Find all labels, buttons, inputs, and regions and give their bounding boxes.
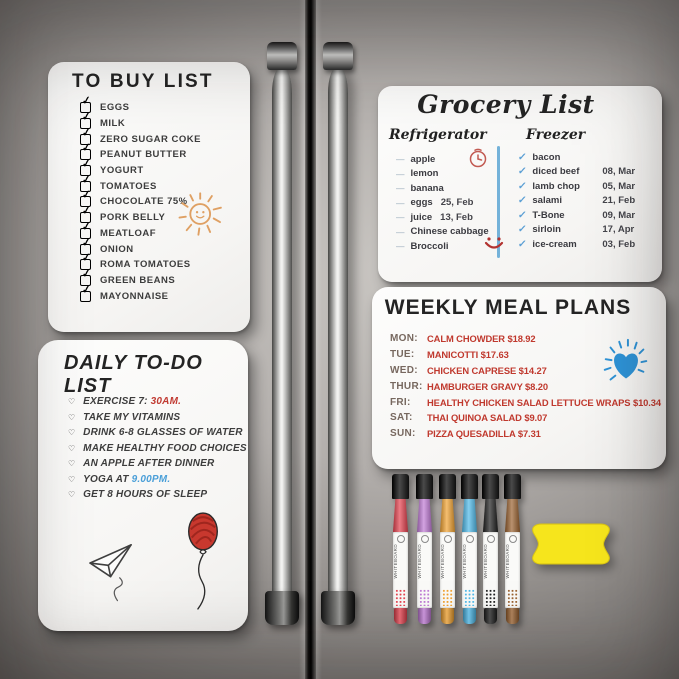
check-icon: ✓ [517,180,528,192]
check-icon: ✓ [517,195,528,207]
item-date: 03, Feb [602,238,636,250]
marker-label: WHITEBOARD [483,544,488,579]
todo-text: AN APPLE AFTER DINNER [83,458,215,470]
refrigerator-item-row [396,152,496,167]
item-name: Broccoli [410,240,449,252]
marker-label: WHITEBOARD [417,544,422,579]
whiteboard-marker[interactable] [416,474,433,630]
todo-text: TAKE MY VITAMINS [83,411,181,423]
freezer-column-header: Freezer [526,127,586,143]
item-label: ROMA TOMATOES [100,259,191,271]
dash-icon: — [396,226,405,237]
weekly-meal-plans-board [372,287,666,469]
check-mark-icon: ✓ [81,188,92,203]
todo-text: EXERCISE 7: [83,396,148,408]
marker-neck [393,499,408,532]
check-mark-icon: ✓ [81,126,92,140]
marker-set [392,474,524,632]
todo-item-row [68,441,247,457]
item-label: MAYONNAISE [100,290,169,302]
marker-neck [417,499,432,532]
meal-plan-row [390,426,660,442]
todo-text: YOGA AT [83,473,129,485]
freezer-items [518,150,654,252]
freezer-item-row [518,194,654,209]
day-label: TUE: [390,349,415,361]
marker-tip [484,608,497,624]
meal-text: THAI QUINOA SALAD $9.07 [427,412,548,424]
check-mark-icon: ✓ [81,94,92,108]
check-icon: ✓ [517,209,528,221]
to-buy-item-row [80,267,242,289]
refrigerator-item-row [396,225,496,240]
item-label: YOGURT [100,165,144,177]
heart-bullet-icon: ♡ [68,397,76,407]
marker-body [417,532,432,608]
check-mark-icon: ✓ [81,267,92,281]
refrigerator-column-header: Refrigerator [389,127,487,143]
check-mark-icon: ✓ [81,173,92,187]
marker-tip [418,608,431,624]
item-name: salami [532,195,562,207]
fridge-handle-right[interactable] [321,42,355,625]
item-name: diced beef [532,166,580,178]
check-mark-icon: ✓ [81,251,92,265]
meal-text: CALM CHOWDER $18.92 [427,333,536,345]
item-label: PORK BELLY [100,212,166,224]
item-name: apple [410,153,436,165]
marker-dots [419,589,430,606]
heart-bullet-icon: ♡ [68,490,76,500]
todo-text: GET 8 HOURS OF SLEEP [83,489,208,501]
meal-plans-title: WEEKLY MEAL PLANS [384,296,632,319]
whiteboard-marker[interactable] [504,474,521,630]
marker-tip [441,608,454,624]
dash-icon: — [396,241,405,252]
marker-body [393,532,408,608]
day-label: WED: [390,364,418,376]
todo-item-row [68,410,242,426]
item-date: 17, Apr [602,224,635,236]
marker-cap [482,474,499,499]
check-icon: ✓ [517,151,528,163]
whiteboard-marker[interactable] [439,474,456,630]
meal-text: HAMBURGER GRAVY $8.20 [427,380,549,392]
check-mark-icon: ✓ [81,283,92,297]
freezer-item-row [518,208,654,223]
handle-bar[interactable] [272,67,292,608]
to-buy-item-row [80,110,242,132]
freezer-item-row [518,237,654,252]
marker-neck [440,499,455,532]
paper-plane-doodle [84,538,144,604]
todo-item-row [68,487,242,503]
todo-item-row [68,456,242,472]
to-buy-title: TO BUY LIST [72,71,214,92]
balloon-doodle [180,510,226,612]
heart-burst-doodle [596,335,656,393]
to-buy-list-board [48,62,250,332]
grocery-title: Grocery List [417,90,595,119]
grocery-list-board [378,86,662,282]
day-label: SAT: [390,412,413,424]
check-mark-icon: ✓ [81,157,92,171]
meal-text: HEALTHY CHICKEN SALAD LETTUCE WRAPS $10.34 [427,396,662,408]
item-label: TOMATOES [100,180,157,192]
freezer-item-row [518,179,654,194]
check-icon: ✓ [517,224,528,236]
marker-tip [506,608,519,624]
day-label: FRI: [390,396,411,408]
day-label: SUN: [390,428,416,440]
item-name: eggs [410,197,433,209]
whiteboard-marker[interactable] [482,474,499,630]
check-icon: ✓ [517,166,528,178]
item-label: GREEN BEANS [100,274,176,286]
marker-body [505,532,520,608]
handle-mount-bottom [321,591,355,625]
fridge-handle-left[interactable] [265,42,299,625]
item-label: ONION [100,243,134,255]
whiteboard-marker[interactable] [392,474,409,630]
refrigerator-item-row [396,210,496,225]
sun-doodle [175,186,229,242]
handle-mount-top [323,42,353,70]
item-name: banana [410,182,444,194]
item-label: CHOCOLATE 75% [100,196,188,208]
marker-cap [504,474,521,499]
checkbox-icon [80,283,92,302]
marker-body [440,532,455,608]
item-name: juice [410,211,433,223]
marker-logo-icon [421,535,429,543]
item-name: bacon [532,151,561,163]
handle-mount-top [267,42,297,70]
item-name: ice-cream [532,238,577,250]
item-label: EGGS [100,102,130,114]
marker-body [462,532,477,608]
item-date: 21, Feb [602,195,636,207]
todo-items [68,394,247,503]
to-buy-item-row [80,141,242,163]
marker-label: WHITEBOARD [393,544,398,579]
marker-neck [505,499,520,532]
dash-icon: — [396,183,405,194]
marker-dots [442,589,453,606]
marker-cap [439,474,456,499]
dash-icon: — [396,197,405,208]
meal-text: MANICOTTI $17.63 [427,349,509,361]
marker-tip [463,608,476,624]
dash-icon: — [396,154,405,165]
marker-cap [392,474,409,499]
fridge-door-gap [305,0,316,679]
heart-bullet-icon: ♡ [68,459,76,469]
marker-logo-icon [487,535,495,543]
to-buy-item-row [80,126,242,147]
item-label: PEANUT BUTTER [100,149,187,161]
todo-text: MAKE HEALTHY FOOD CHOICES [83,442,247,454]
day-label: MON: [390,333,418,345]
handle-mount-bottom [265,591,299,625]
todo-item-row [68,472,242,488]
meal-plan-row [390,394,660,410]
item-name: T-Bone [532,209,565,221]
freezer-item-row [518,223,654,238]
marker-logo-icon [444,535,452,543]
refrigerator-item-row [396,181,496,196]
marker-label: WHITEBOARD [440,544,445,579]
item-date: 08, Mar [602,166,636,178]
check-mark-icon: ✓ [81,235,92,250]
check-mark-icon: ✓ [81,204,92,218]
item-name: lemon [410,168,439,180]
marker-label: WHITEBOARD [462,544,467,579]
heart-bullet-icon: ♡ [68,412,76,422]
todo-item-row [68,425,242,441]
todo-accent-text: 30AM. [150,396,182,408]
to-buy-item-row [80,283,242,304]
daily-todo-list-board [38,340,248,631]
marker-tip [394,608,407,624]
handle-bar[interactable] [328,67,348,608]
marker-logo-icon [397,535,405,543]
marker-dots [395,589,406,606]
marker-dots [464,589,475,606]
marker-neck [462,499,477,532]
marker-label: WHITEBOARD [505,544,510,579]
refrigerator-items [396,152,496,254]
item-date: 09, Mar [602,209,636,221]
dash-icon: — [396,212,405,223]
whiteboard-marker[interactable] [461,474,478,630]
item-name: lamb chop [532,180,580,192]
marker-dots [485,589,496,606]
todo-item-row [68,394,242,410]
marker-logo-icon [509,535,517,543]
marker-body [483,532,498,608]
check-mark-icon: ✓ [81,141,92,155]
item-date: 05, Mar [602,180,636,192]
check-icon: ✓ [517,238,528,250]
item-date: 13, Feb [440,211,473,223]
heart-bullet-icon: ♡ [68,474,76,484]
item-label: MEATLOAF [100,227,157,239]
todo-title: DAILY TO-DO LIST [64,352,203,397]
todo-text: DRINK 6-8 GLASSES OF WATER [83,427,243,439]
heart-bullet-icon: ♡ [68,428,76,438]
marker-cap [416,474,433,499]
to-buy-item-row [80,251,242,273]
item-name: Chinese cabbage [410,226,489,238]
refrigerator-item-row [396,239,496,254]
day-label: THUR: [390,380,423,392]
heart-bullet-icon: ♡ [68,443,76,453]
item-label: MILK [100,118,126,130]
freezer-item-row [518,150,654,165]
magnetic-eraser[interactable] [529,516,613,572]
refrigerator-item-row [396,167,496,182]
item-name: sirloin [532,224,561,236]
todo-accent-text: 9.00PM. [131,473,171,485]
meal-text: PIZZA QUESADILLA $7.31 [427,428,541,440]
marker-dots [507,589,518,606]
dash-icon: — [396,168,405,179]
to-buy-item-row [80,94,242,116]
refrigerator-item-row [396,196,496,211]
to-buy-item-row [80,157,242,179]
marker-cap [461,474,478,499]
item-date: 25, Feb [440,197,474,209]
meal-text: CHICKEN CAPRESE $14.27 [427,364,547,376]
freezer-item-row [518,165,654,180]
check-mark-icon: ✓ [81,110,92,124]
meal-plan-row [390,410,660,426]
check-mark-icon: ✓ [81,220,92,234]
marker-neck [483,499,498,532]
to-buy-item-row [80,235,242,257]
item-label: ZERO SUGAR COKE [100,133,201,145]
marker-logo-icon [466,535,474,543]
